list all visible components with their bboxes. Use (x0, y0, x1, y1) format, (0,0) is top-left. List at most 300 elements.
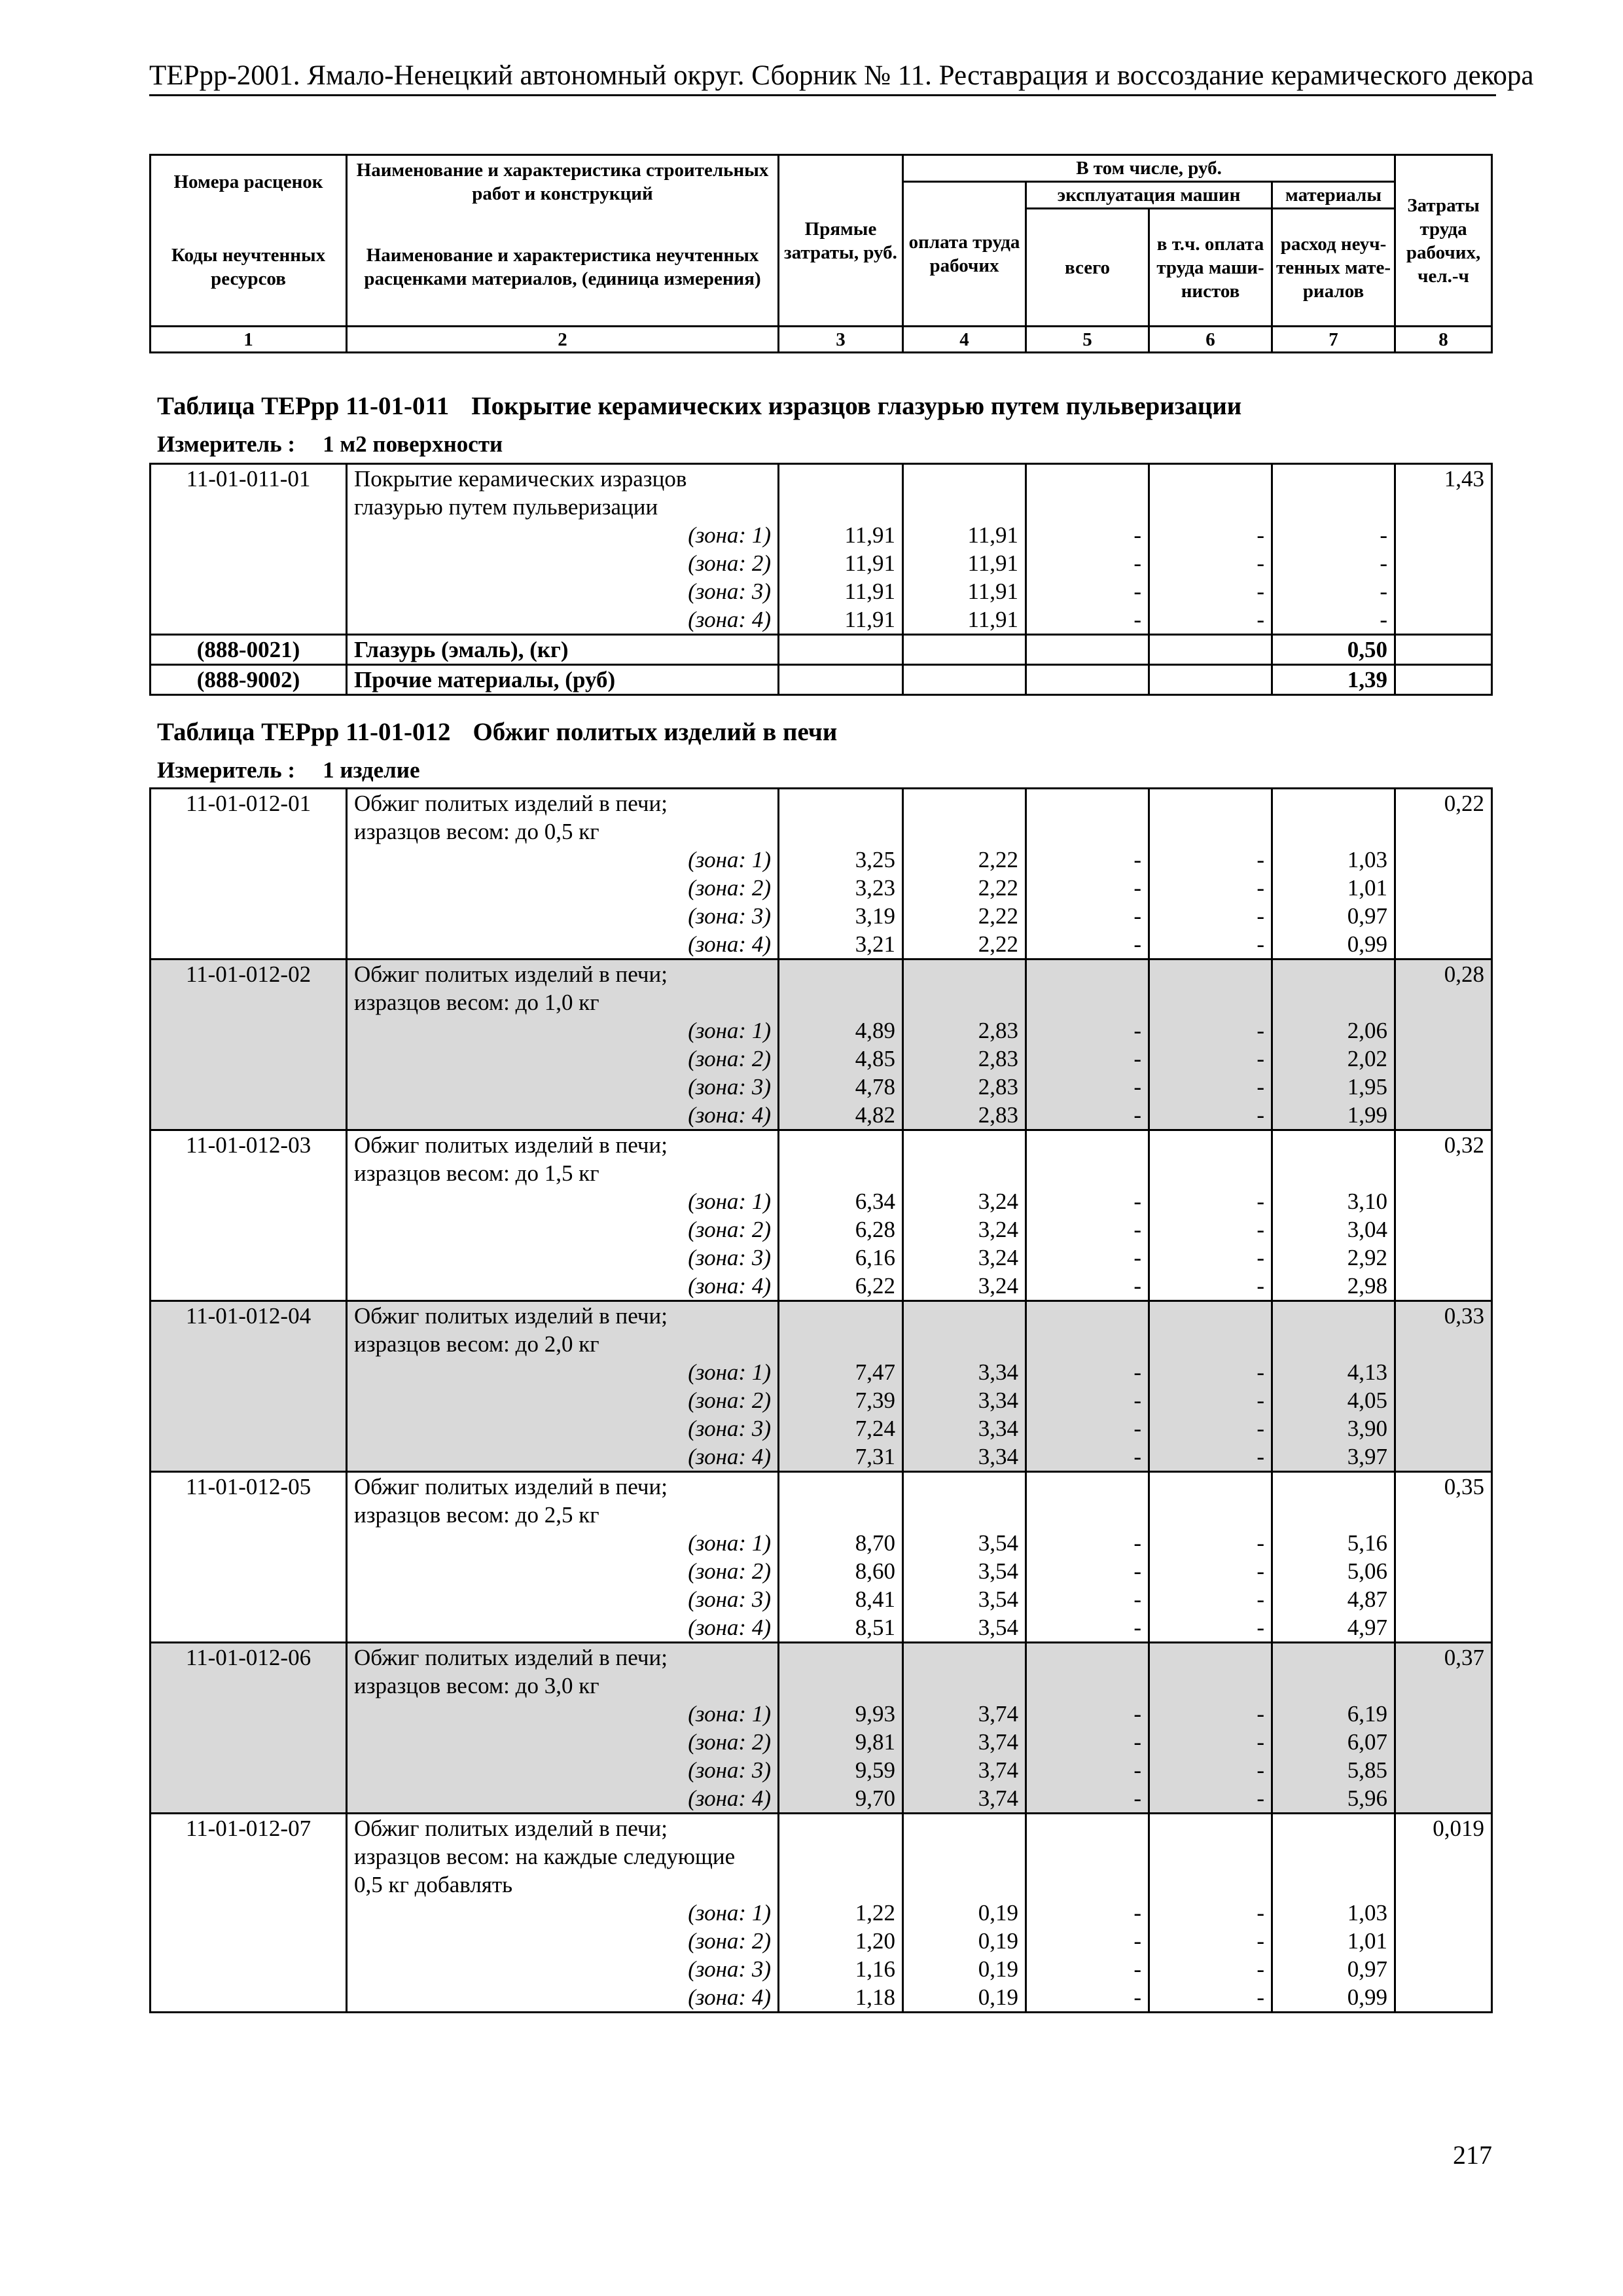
direct-costs: 9,70 (779, 1784, 903, 1814)
table-row (151, 1784, 1492, 1814)
col-number: 7 (1272, 327, 1395, 353)
labor-hours (1395, 1842, 1492, 1871)
work-description: (зона: 1) (347, 1016, 779, 1045)
rate-code: 11-01-012-05 (151, 1472, 347, 1501)
rate-code (151, 1244, 347, 1272)
machinist-pay: - (1149, 1529, 1272, 1557)
work-description: (зона: 4) (347, 1101, 779, 1130)
work-description: 0,5 кг добавлять (347, 1871, 779, 1899)
direct-costs (779, 988, 903, 1016)
direct-costs: 8,60 (779, 1557, 903, 1585)
table-row (151, 846, 1492, 874)
rate-row (151, 1130, 1492, 1160)
rate-code (151, 1585, 347, 1613)
machinist-pay: - (1149, 1215, 1272, 1244)
table-row (151, 1700, 1492, 1728)
col6-header: в т.ч. оплата труда маши-нистов (1149, 209, 1272, 327)
labor-pay: 3,34 (903, 1358, 1026, 1386)
rate-row (151, 1301, 1492, 1331)
machinist-pay (1149, 665, 1272, 695)
direct-costs (779, 493, 903, 521)
rate-code (151, 549, 347, 577)
labor-hours (1395, 1443, 1492, 1472)
page-header: ТЕРрр-2001. Ямало-Ненецкий автономный округ. Сборник № 11. Реставрация и воссоздание керамического декора (149, 58, 1496, 96)
labor-hours: 0,33 (1395, 1301, 1492, 1331)
work-description: изразцов весом: до 2,5 кг (347, 1501, 779, 1529)
materials (1272, 1330, 1395, 1358)
rate-code (151, 1358, 347, 1386)
materials: 1,01 (1272, 874, 1395, 902)
materials: 5,96 (1272, 1784, 1395, 1814)
table-row (151, 1358, 1492, 1386)
direct-costs: 1,18 (779, 1983, 903, 2013)
labor-pay: 0,19 (903, 1955, 1026, 1983)
machines-total: - (1026, 1613, 1149, 1643)
machinist-pay: - (1149, 577, 1272, 605)
work-description: Обжиг политых изделий в печи; (347, 1643, 779, 1672)
machines-total: - (1026, 1414, 1149, 1443)
table-row (151, 605, 1492, 635)
table-row (151, 1983, 1492, 2013)
labor-hours (1395, 1330, 1492, 1358)
direct-costs: 11,91 (779, 549, 903, 577)
materials: 0,99 (1272, 930, 1395, 960)
labor-pay: 3,54 (903, 1557, 1026, 1585)
labor-pay (903, 635, 1026, 665)
direct-costs: 9,59 (779, 1756, 903, 1784)
labor-hours (1395, 1358, 1492, 1386)
col1-top-header: Номера расценок (151, 155, 347, 209)
table2-title (157, 716, 837, 749)
work-description: (зона: 4) (347, 1443, 779, 1472)
rate-row (151, 1472, 1492, 1501)
labor-pay (903, 789, 1026, 818)
machinist-pay: - (1149, 902, 1272, 930)
table-row (151, 1585, 1492, 1613)
direct-costs: 11,91 (779, 605, 903, 635)
direct-costs (779, 635, 903, 665)
labor-pay: 11,91 (903, 521, 1026, 549)
materials: 3,10 (1272, 1187, 1395, 1215)
machines-total: - (1026, 1358, 1149, 1386)
labor-hours (1395, 1073, 1492, 1101)
work-description: (зона: 1) (347, 1529, 779, 1557)
machines-total: - (1026, 1073, 1149, 1101)
table-row (151, 1016, 1492, 1045)
machinist-pay: - (1149, 1728, 1272, 1756)
machines-total (1026, 1672, 1149, 1700)
machines-total: - (1026, 1045, 1149, 1073)
rate-code: 11-01-012-04 (151, 1301, 347, 1331)
table1-measure (157, 430, 503, 459)
labor-hours (1395, 577, 1492, 605)
machines-total (1026, 635, 1149, 665)
machinist-pay: - (1149, 1756, 1272, 1784)
rate-code (151, 988, 347, 1016)
labor-hours (1395, 665, 1492, 695)
measure-label: Измеритель : (157, 757, 296, 783)
labor-pay: 2,22 (903, 874, 1026, 902)
labor-pay (903, 1472, 1026, 1501)
direct-costs (779, 1672, 903, 1700)
labor-hours: 0,35 (1395, 1472, 1492, 1501)
materials-header: материалы (1272, 182, 1395, 209)
machines-total: - (1026, 1529, 1149, 1557)
labor-pay (903, 817, 1026, 846)
machinist-pay (1149, 789, 1272, 818)
machines-total (1026, 1159, 1149, 1187)
rate-code (151, 874, 347, 902)
machines-total (1026, 1501, 1149, 1529)
col-number: 6 (1149, 327, 1272, 353)
machines-total: - (1026, 1983, 1149, 2013)
materials (1272, 1472, 1395, 1501)
materials: - (1272, 605, 1395, 635)
materials (1272, 1130, 1395, 1160)
work-description: (зона: 4) (347, 1983, 779, 2013)
table-row (151, 1728, 1492, 1756)
machines-total: - (1026, 1187, 1149, 1215)
direct-costs (779, 1501, 903, 1529)
machines-total: - (1026, 1215, 1149, 1244)
machinist-pay (1149, 635, 1272, 665)
work-description: глазурью путем пульверизации (347, 493, 779, 521)
labor-pay (903, 988, 1026, 1016)
labor-hours (1395, 988, 1492, 1016)
table-row (151, 1613, 1492, 1643)
labor-pay: 3,74 (903, 1700, 1026, 1728)
labor-hours (1395, 635, 1492, 665)
machinist-pay (1149, 1672, 1272, 1700)
rate-code (151, 493, 347, 521)
work-description: Обжиг политых изделий в печи; (347, 789, 779, 818)
machines-total: - (1026, 549, 1149, 577)
labor-hours (1395, 1272, 1492, 1301)
labor-hours (1395, 902, 1492, 930)
materials: 0,99 (1272, 1983, 1395, 2013)
machinist-pay: - (1149, 1557, 1272, 1585)
work-description: (зона: 3) (347, 1073, 779, 1101)
materials: 3,04 (1272, 1215, 1395, 1244)
work-description: (зона: 2) (347, 1386, 779, 1414)
work-description: изразцов весом: до 2,0 кг (347, 1330, 779, 1358)
table-row (151, 577, 1492, 605)
rate-code (151, 1728, 347, 1756)
rate-code (151, 1871, 347, 1899)
rate-row (151, 635, 1492, 665)
labor-pay (903, 1501, 1026, 1529)
labor-pay: 2,22 (903, 846, 1026, 874)
rate-row (151, 960, 1492, 989)
direct-costs: 7,24 (779, 1414, 903, 1443)
direct-costs: 6,22 (779, 1272, 903, 1301)
col1-bottom-header: Коды неучтенных ресурсов (151, 209, 347, 327)
work-description: (зона: 1) (347, 846, 779, 874)
direct-costs (779, 1330, 903, 1358)
materials (1272, 817, 1395, 846)
machines-total (1026, 1842, 1149, 1871)
direct-costs: 8,51 (779, 1613, 903, 1643)
table2-name: Обжиг политых изделий в печи (473, 718, 838, 746)
labor-pay: 2,22 (903, 902, 1026, 930)
measure-label: Измеритель : (157, 431, 296, 457)
rate-code: 11-01-012-01 (151, 789, 347, 818)
direct-costs (779, 665, 903, 695)
direct-costs: 3,25 (779, 846, 903, 874)
machinist-pay: - (1149, 1272, 1272, 1301)
machines-total: - (1026, 1756, 1149, 1784)
labor-hours (1395, 1244, 1492, 1272)
work-description: Обжиг политых изделий в печи; (347, 1814, 779, 1843)
materials (1272, 1501, 1395, 1529)
direct-costs: 3,19 (779, 902, 903, 930)
rate-code (151, 521, 347, 549)
work-description: (зона: 2) (347, 1215, 779, 1244)
labor-hours (1395, 1414, 1492, 1443)
direct-costs: 4,78 (779, 1073, 903, 1101)
col-number: 4 (903, 327, 1026, 353)
labor-hours: 0,22 (1395, 789, 1492, 818)
work-description: (зона: 2) (347, 1045, 779, 1073)
col4-header: оплата труда рабочих (903, 182, 1026, 327)
table-row (151, 1529, 1492, 1557)
col2-top-header: Наименование и характеристика строительных работ и конструкций (347, 155, 779, 209)
materials (1272, 960, 1395, 989)
work-description: Обжиг политых изделий в печи; (347, 1301, 779, 1331)
table2-code: Таблица ТЕРрр 11-01-012 (157, 718, 451, 746)
rate-code (151, 930, 347, 960)
labor-pay (903, 1814, 1026, 1843)
table2-body (149, 787, 1493, 2013)
labor-pay: 0,19 (903, 1983, 1026, 2013)
direct-costs (779, 1842, 903, 1871)
work-description: (зона: 2) (347, 1557, 779, 1585)
machinist-pay: - (1149, 1016, 1272, 1045)
labor-hours (1395, 1585, 1492, 1613)
machinist-pay: - (1149, 1358, 1272, 1386)
rate-code: 11-01-012-07 (151, 1814, 347, 1843)
work-description: (зона: 2) (347, 874, 779, 902)
including-header: В том числе, руб. (903, 155, 1395, 182)
direct-costs: 4,89 (779, 1016, 903, 1045)
work-description: (зона: 3) (347, 902, 779, 930)
work-description: изразцов весом: до 1,5 кг (347, 1159, 779, 1187)
table-row (151, 1672, 1492, 1700)
machines-total (1026, 493, 1149, 521)
rate-code (151, 846, 347, 874)
labor-pay (903, 1643, 1026, 1672)
table-row (151, 1414, 1492, 1443)
machinist-pay: - (1149, 1613, 1272, 1643)
machines-total: - (1026, 1244, 1149, 1272)
table-row (151, 1045, 1492, 1073)
machinist-pay (1149, 1501, 1272, 1529)
table-row (151, 493, 1492, 521)
machinist-pay (1149, 817, 1272, 846)
labor-hours: 0,32 (1395, 1130, 1492, 1160)
labor-pay: 11,91 (903, 549, 1026, 577)
rate-code (151, 605, 347, 635)
table-row (151, 1187, 1492, 1215)
work-description: изразцов весом: на каждые следующие (347, 1842, 779, 1871)
labor-pay: 2,83 (903, 1016, 1026, 1045)
labor-hours (1395, 493, 1492, 521)
labor-hours: 1,43 (1395, 464, 1492, 493)
machines-total (1026, 1643, 1149, 1672)
labor-hours (1395, 1983, 1492, 2013)
machinist-pay: - (1149, 1983, 1272, 2013)
materials: 6,07 (1272, 1728, 1395, 1756)
machinist-pay: - (1149, 1927, 1272, 1955)
rate-code (151, 1557, 347, 1585)
table-row (151, 988, 1492, 1016)
machines-total: - (1026, 846, 1149, 874)
materials: 0,97 (1272, 902, 1395, 930)
table-row (151, 1073, 1492, 1101)
materials: 1,03 (1272, 1899, 1395, 1927)
materials: 0,97 (1272, 1955, 1395, 1983)
measure-value: 1 м2 поверхности (323, 431, 503, 457)
materials: - (1272, 549, 1395, 577)
materials (1272, 988, 1395, 1016)
labor-hours (1395, 1557, 1492, 1585)
table1-name: Покрытие керамических изразцов глазурью путем пульверизации (471, 392, 1242, 420)
labor-pay (903, 1330, 1026, 1358)
table-row (151, 1927, 1492, 1955)
machines-total (1026, 665, 1149, 695)
direct-costs (779, 464, 903, 493)
machinist-pay: - (1149, 1045, 1272, 1073)
materials: 5,85 (1272, 1756, 1395, 1784)
labor-pay (903, 665, 1026, 695)
page-number: 217 (1453, 2140, 1492, 2170)
machines-total (1026, 1814, 1149, 1843)
labor-pay: 3,24 (903, 1215, 1026, 1244)
materials (1272, 789, 1395, 818)
work-description: (зона: 2) (347, 1728, 779, 1756)
work-description: (зона: 4) (347, 605, 779, 635)
machinist-pay: - (1149, 1784, 1272, 1814)
rate-code (151, 1955, 347, 1983)
table-row (151, 549, 1492, 577)
work-description: Глазурь (эмаль), (кг) (347, 635, 779, 665)
machines-total: - (1026, 1101, 1149, 1130)
machinist-pay (1149, 1301, 1272, 1331)
col-number: 2 (347, 327, 779, 353)
rate-code: 11-01-012-06 (151, 1643, 347, 1672)
materials (1272, 464, 1395, 493)
rate-code: 11-01-012-02 (151, 960, 347, 989)
machinist-pay (1149, 1472, 1272, 1501)
rate-code (151, 1386, 347, 1414)
machinist-pay (1149, 464, 1272, 493)
labor-hours (1395, 1187, 1492, 1215)
rate-code (151, 1927, 347, 1955)
work-description: (зона: 3) (347, 1955, 779, 1983)
table-row (151, 1756, 1492, 1784)
work-description: (зона: 4) (347, 930, 779, 960)
table-row (151, 930, 1492, 960)
machines-total (1026, 1871, 1149, 1899)
col-number: 3 (779, 327, 903, 353)
labor-hours (1395, 1700, 1492, 1728)
machinist-pay: - (1149, 1899, 1272, 1927)
machines-total (1026, 817, 1149, 846)
materials: 1,95 (1272, 1073, 1395, 1101)
rate-code (151, 1159, 347, 1187)
materials: 1,03 (1272, 846, 1395, 874)
labor-pay: 0,19 (903, 1927, 1026, 1955)
labor-hours: 0,37 (1395, 1643, 1492, 1672)
rate-code (151, 1443, 347, 1472)
rate-row (151, 464, 1492, 493)
direct-costs: 7,39 (779, 1386, 903, 1414)
labor-pay (903, 1159, 1026, 1187)
rate-code (151, 1756, 347, 1784)
rate-code (151, 1414, 347, 1443)
work-description: (зона: 1) (347, 1187, 779, 1215)
labor-pay: 3,34 (903, 1443, 1026, 1472)
machinist-pay (1149, 1871, 1272, 1899)
labor-hours (1395, 1101, 1492, 1130)
labor-pay: 2,83 (903, 1045, 1026, 1073)
labor-hours: 0,019 (1395, 1814, 1492, 1843)
work-description: (зона: 1) (347, 1358, 779, 1386)
machinist-pay: - (1149, 1700, 1272, 1728)
materials (1272, 1842, 1395, 1871)
labor-hours (1395, 930, 1492, 960)
machinist-pay: - (1149, 930, 1272, 960)
table-row (151, 1899, 1492, 1927)
direct-costs (779, 1871, 903, 1899)
machinist-pay: - (1149, 549, 1272, 577)
materials: 1,99 (1272, 1101, 1395, 1130)
labor-pay: 3,24 (903, 1272, 1026, 1301)
machines-total (1026, 1301, 1149, 1331)
machines-total (1026, 1472, 1149, 1501)
work-description: (зона: 2) (347, 549, 779, 577)
machines-total: - (1026, 1927, 1149, 1955)
materials: - (1272, 577, 1395, 605)
labor-pay: 3,24 (903, 1187, 1026, 1215)
work-description: (зона: 2) (347, 1927, 779, 1955)
direct-costs (779, 960, 903, 989)
labor-hours (1395, 549, 1492, 577)
rate-code (151, 1899, 347, 1927)
labor-pay: 2,83 (903, 1101, 1026, 1130)
machinist-pay: - (1149, 521, 1272, 549)
materials: 0,50 (1272, 635, 1395, 665)
labor-hours (1395, 1529, 1492, 1557)
labor-pay: 3,74 (903, 1728, 1026, 1756)
rate-code (151, 1215, 347, 1244)
machines-total: - (1026, 1443, 1149, 1472)
table-row (151, 874, 1492, 902)
machinist-pay (1149, 1130, 1272, 1160)
table-row (151, 1244, 1492, 1272)
direct-costs: 8,41 (779, 1585, 903, 1613)
rate-code (151, 1700, 347, 1728)
work-description: (зона: 3) (347, 577, 779, 605)
labor-pay (903, 464, 1026, 493)
direct-costs (779, 1814, 903, 1843)
direct-costs: 11,91 (779, 521, 903, 549)
labor-pay (903, 1871, 1026, 1899)
labor-hours (1395, 521, 1492, 549)
machinist-pay (1149, 1159, 1272, 1187)
labor-pay: 2,83 (903, 1073, 1026, 1101)
rate-code (151, 1613, 347, 1643)
